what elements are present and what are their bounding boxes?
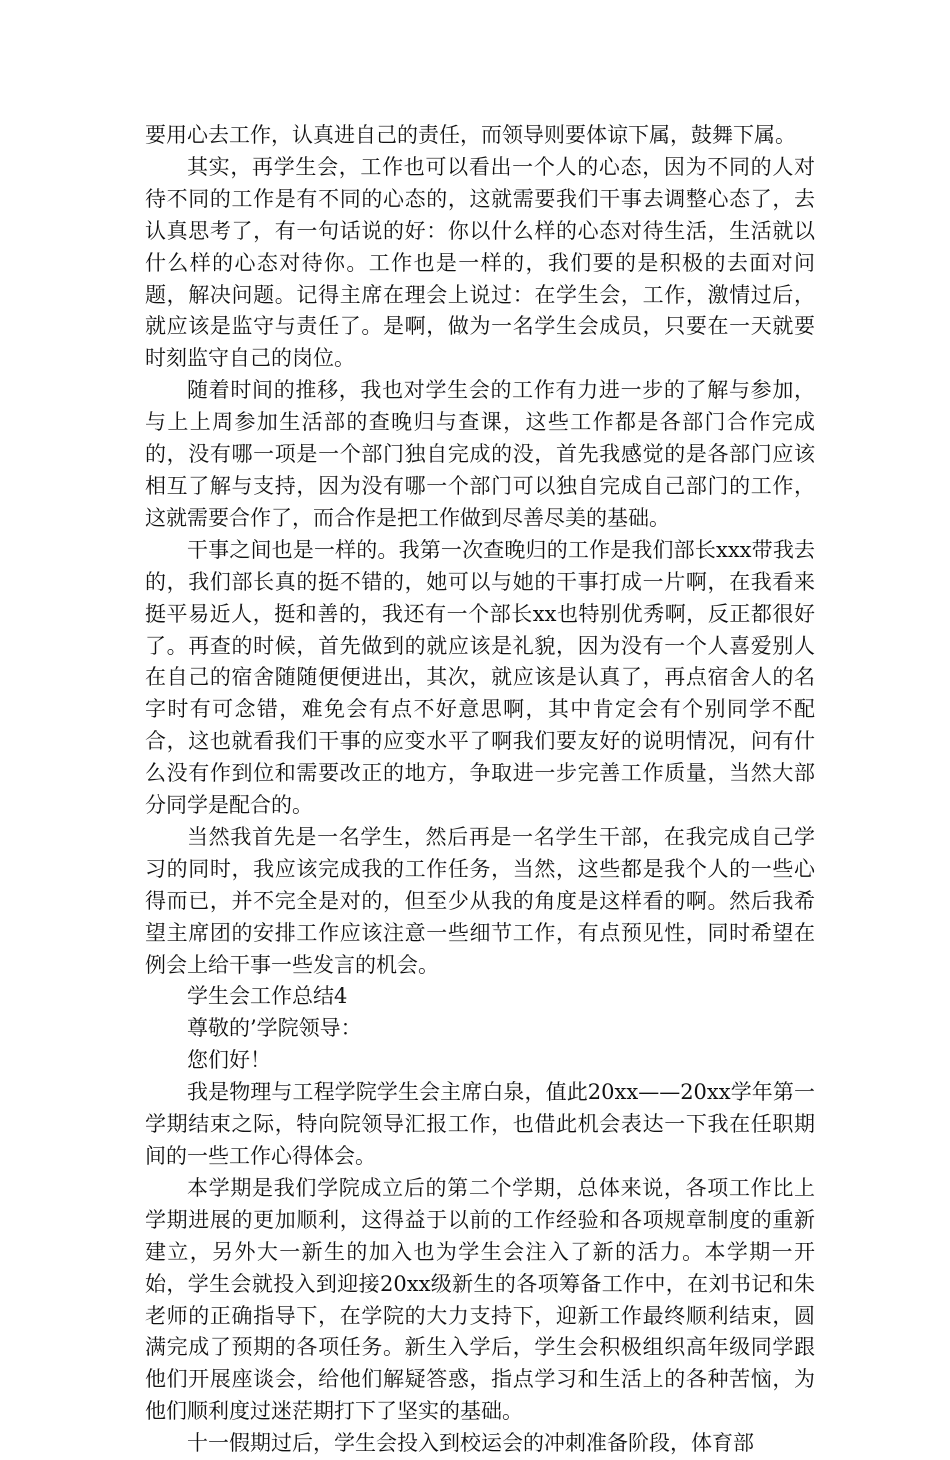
- paragraph-2: 其实，再学生会，工作也可以看出一个人的心态，因为不同的人对待不同的工作是有不同的心态的，这就需要我们干事去调整心态了，去认真思考了，有一句话说的好：你以什么样的心态对待生活，生活就以什么样的心态对待你。工作也是一样的，我们要的是积极的去面对问题，解决问题。记得主席在理会上说过：在学生会，工作，激情过后，就应该是监守与责任了。是啊，做为一名学生会成员，只要在一天就要时刻监守自己的岗位。: [145, 154, 815, 371]
- paragraph-intro: 我是物理与工程学院学生会主席白泉，值此20xx——20xx学年第一学期结束之际，特向院领导汇报工作，也借此机会表达一下我在任职期间的一些工作心得体会。: [145, 1080, 815, 1168]
- paragraph-3: 随着时间的推移，我也对学生会的工作有力进一步的了解与参加，与上上周参加生活部的查晚归与查课，这些工作都是各部门合作完成的，没有哪一项是一个部门独自完成的没，首先我感觉的是各部门应该相互了解与支持，因为没有哪一个部门可以独自完成自己部门的工作，这就需要合作了，而合作是把工作做到尽善尽美的基础。: [145, 378, 815, 530]
- greeting: 您们好！: [187, 1048, 271, 1073]
- document-body: [145, 120, 815, 1460]
- section-heading: 学生会工作总结4: [187, 984, 348, 1009]
- paragraph-semester: 本学期是我们学院成立后的第二个学期，总体来说，各项工作比上学期进展的更加顺利，这得益于以前的工作经验和各项规章制度的重新建立，另外大一新生的加入也为学生会注入了新的活力。本学期一开始，学生会就投入到迎接20xx级新生的各项筹备工作中，在刘书记和朱老师的正确指导下，在学院的大力支持下，迎新工作最终顺利结束，圆满完成了预期的各项任务。新生入学后，学生会积极组织高年级同学跟他们开展座谈会，给他们解疑答惑，指点学习和生活上的各种苦恼，为他们顺利度过迷茫期打下了坚实的基础。: [145, 1175, 815, 1424]
- paragraph-5: 当然我首先是一名学生，然后再是一名学生干部，在我完成自己学习的同时，我应该完成我的工作任务，当然，这些都是我个人的一些心得而已，并不完全是对的，但至少从我的角度是这样看的啊。然后我希望主席团的安排工作应该注意一些细节工作，有点预见性，同时希望在例会上给干事一些发言的机会。: [145, 824, 815, 977]
- salutation: 尊敬的’学院领导：: [187, 1016, 362, 1041]
- paragraph-holiday: 十一假期过后，学生会投入到校运会的冲刺准备阶段，体育部: [187, 1431, 754, 1456]
- paragraph-4: 干事之间也是一样的。我第一次查晚归的工作是我们部长xxx带我去的，我们部长真的挺不错的，她可以与她的干事打成一片啊，在我看来挺平易近人，挺和善的，我还有一个部长xx也特别优秀啊，反正都很好了。再查的时候，首先做到的就应该是礼貌，因为没有一个人喜爱别人在自己的宿舍随随便便进出，其次，就应该是认真了，再点宿舍人的名字时有可念错，难免会有点不好意思啊，其中肯定会有个别同学不配合，这也就看我们干事的应变水平了啊我们要友好的说明情况，问有什么没有作到位和需要改正的地方，争取进一步完善工作质量，当然大部分同学是配合的。: [145, 537, 815, 818]
- paragraph-1: 要用心去工作，认真进自己的责任，而领导则要体谅下属，鼓舞下属。: [145, 123, 796, 147]
